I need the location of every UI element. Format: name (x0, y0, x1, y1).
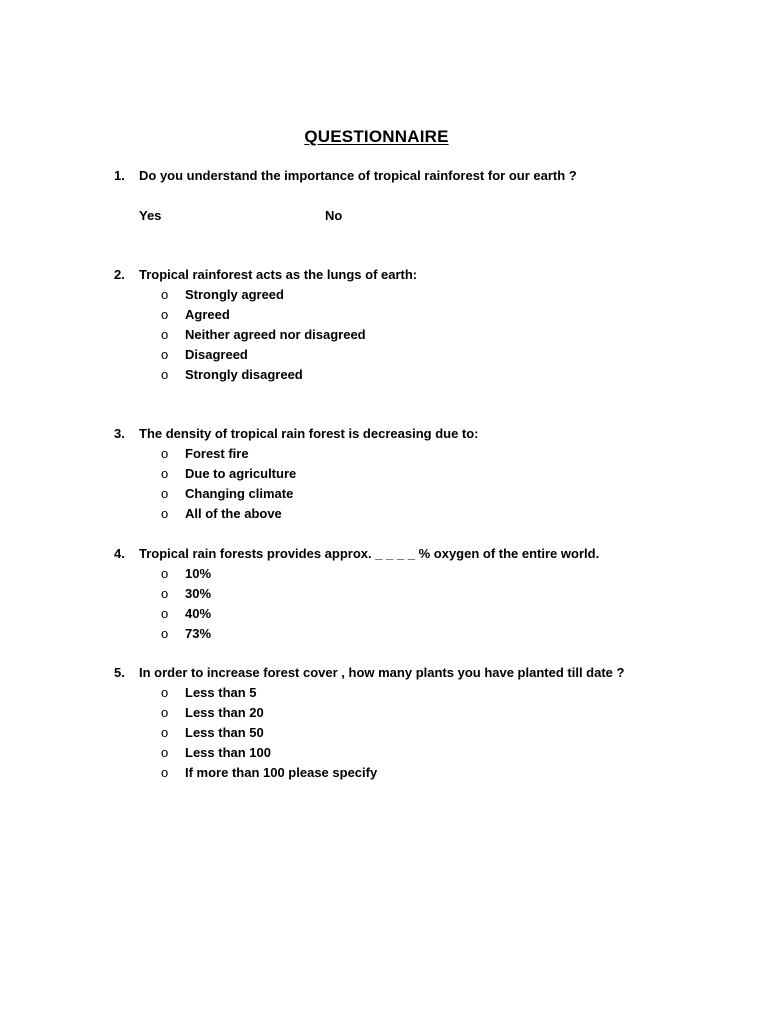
bullet-marker: o (161, 485, 169, 501)
option-item (0, 624, 768, 644)
option-item (0, 743, 768, 763)
bullet-marker: o (161, 505, 169, 521)
option-item (0, 564, 768, 584)
option-list (0, 285, 768, 384)
option-list (0, 564, 768, 644)
option-item (0, 763, 768, 783)
option-text: 40% (185, 605, 212, 621)
page-title: QUESTIONNAIRE (304, 127, 449, 146)
question-2-line (0, 265, 768, 285)
bullet-marker: o (161, 585, 169, 601)
bullet-marker: o (161, 465, 169, 481)
question-1-line (0, 166, 768, 186)
bullet-marker: o (161, 744, 169, 760)
bullet-marker: o (161, 764, 169, 780)
option-text: Less than 20 (185, 704, 264, 720)
question-5 (0, 663, 768, 782)
option-text: 73% (185, 625, 212, 641)
question-2 (0, 265, 768, 384)
option-item (0, 444, 768, 464)
answer-yes: Yes (139, 208, 162, 223)
bullet-marker: o (161, 346, 169, 362)
option-text: 10% (185, 566, 212, 581)
question-number: 3. (114, 426, 125, 441)
option-text: Agreed (185, 306, 230, 322)
option-text: Less than 5 (185, 685, 257, 700)
bullet-marker: o (161, 326, 169, 342)
question-number: 5. (114, 665, 125, 680)
option-text: All of the above (185, 505, 282, 521)
option-list (0, 683, 768, 782)
option-text: If more than 100 please specify (185, 764, 378, 780)
option-text: Strongly agreed (185, 287, 284, 302)
option-text: Less than 50 (185, 724, 264, 740)
option-item (0, 584, 768, 604)
option-item (0, 464, 768, 484)
question-number: 2. (114, 267, 125, 282)
question-3-line (0, 424, 768, 444)
bullet-marker: o (161, 366, 169, 382)
question-number: 1. (114, 168, 125, 183)
question-1 (0, 166, 768, 186)
bullet-marker: o (161, 724, 169, 740)
option-text: Less than 100 (185, 744, 271, 760)
question-text: Tropical rainforest acts as the lungs of earth: (139, 267, 418, 282)
option-text: Strongly disagreed (185, 366, 303, 382)
option-text: Neither agreed nor disagreed (185, 326, 366, 342)
option-text: 30% (185, 585, 212, 601)
option-list (0, 444, 768, 524)
question-4 (0, 544, 768, 644)
question-text: The density of tropical rain forest is decreasing due to: (139, 426, 479, 441)
bullet-marker: o (161, 306, 169, 322)
bullet-marker: o (161, 446, 169, 461)
option-item (0, 723, 768, 743)
option-item (0, 365, 768, 385)
bullet-marker: o (161, 625, 169, 641)
option-item (0, 345, 768, 365)
question-3 (0, 424, 768, 524)
option-item (0, 285, 768, 305)
option-item (0, 683, 768, 703)
question-text: Tropical rain forests provides approx. _ _ _ _ % oxygen of the entire world. (139, 546, 600, 561)
bullet-marker: o (161, 605, 169, 621)
option-text: Due to agriculture (185, 465, 297, 481)
option-text: Disagreed (185, 346, 248, 362)
bullet-marker: o (161, 287, 169, 302)
question-number: 4. (114, 546, 125, 561)
option-text: Changing climate (185, 485, 294, 501)
bullet-marker: o (161, 685, 169, 700)
option-item (0, 325, 768, 345)
question-text: In order to increase forest cover , how many plants you have planted till date ? (139, 665, 625, 680)
bullet-marker: o (161, 704, 169, 720)
option-item (0, 305, 768, 325)
option-item (0, 484, 768, 504)
question-4-line (0, 544, 768, 564)
option-item (0, 504, 768, 524)
option-text: Forest fire (185, 446, 249, 461)
bullet-marker: o (161, 566, 169, 581)
option-item (0, 604, 768, 624)
question-text: Do you understand the importance of tropical rainforest for our earth ? (139, 168, 577, 183)
option-item (0, 703, 768, 723)
question-5-line (0, 663, 768, 683)
answer-no: No (325, 208, 343, 223)
